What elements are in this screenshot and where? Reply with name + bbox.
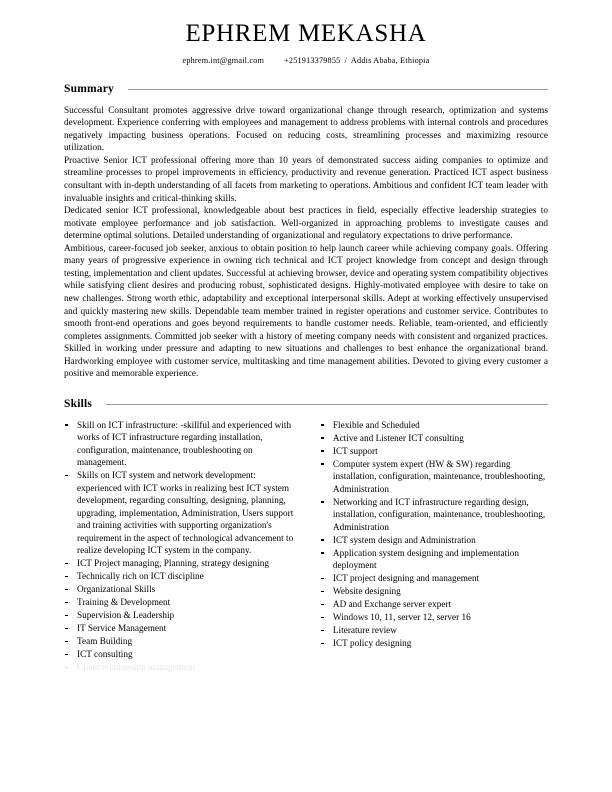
skills-list-left xyxy=(64,419,296,674)
list-item: Computer system expert (HW & SW) regarding installation, configuration, maintenance, troubleshooting, Administration xyxy=(320,458,548,496)
summary-section-header xyxy=(64,83,548,95)
list-item: Flexible and Scheduled xyxy=(320,419,548,432)
list-item: Team Building xyxy=(64,635,296,648)
list-item: IT Service Management xyxy=(64,622,296,635)
list-item: AD and Exchange server expert xyxy=(320,598,548,611)
list-item: ICT Project managing, Planning, strategy designing xyxy=(64,557,296,570)
list-item-cutoff: Client relationship management xyxy=(64,661,296,674)
skills-column-right xyxy=(306,419,548,651)
list-item: ICT project designing and management xyxy=(320,572,548,585)
skills-section-title: Skills xyxy=(64,397,93,410)
list-item: ICT policy designing xyxy=(320,637,548,650)
skills-list-right xyxy=(320,419,548,650)
list-item: Active and Listener ICT consulting xyxy=(320,432,548,445)
candidate-name: EPHREM MEKASHA xyxy=(185,20,427,47)
skills-column-left xyxy=(64,419,306,675)
summary-paragraph: Proactive Senior ICT professional offering more than 10 years of demonstrated success aiding companies to optimize and streamline processes to propel improvements in efficiency, productivity and revenue generation. Practiced ICT aspect business consultant with in-depth understanding of all facets from marketing to operations. Ambitious and confident ICT team leader with invaluable insights and critical-thinking skills. xyxy=(64,154,548,203)
list-item: Literature review xyxy=(320,624,548,637)
contact-separator: / xyxy=(344,55,347,65)
list-item: Application system designing and implementation deployment xyxy=(320,547,548,572)
contact-email: ephrem.int@gmail.com xyxy=(182,55,265,65)
list-item: Skill on ICT infrastructure: -skillful and experienced with works of ICT infrastructure regarding installation, configuration, maintenance, troubleshooting on management. xyxy=(64,419,296,469)
summary-paragraph: Dedicated senior ICT professional, knowledgeable about best practices in field, especially effective leadership strategies to motivate employee performance and job satisfaction. Well-organized in approaching problems to investigate causes and determine optimal solutions. Detailed understanding of organizational and regulatory expectations to drive performance. xyxy=(64,205,548,241)
summary-section-title: Summary xyxy=(64,82,114,95)
list-item: Networking and ICT infrastructure regarding design, installation, configuration, maintenance, troubleshooting, Administration xyxy=(320,496,548,534)
list-item: Organizational Skills xyxy=(64,583,296,596)
skills-section-header xyxy=(64,398,548,410)
skills-section-body xyxy=(64,419,548,675)
summary-header-rule xyxy=(128,89,548,90)
list-item: ICT system design and Administration xyxy=(320,534,548,547)
contact-location: Addis Ababa, Ethiopia xyxy=(350,55,430,65)
skills-header-rule xyxy=(106,404,548,405)
summary-section-body xyxy=(64,104,548,380)
list-item: Technically rich on ICT discipline xyxy=(64,570,296,583)
list-item: Supervision & Leadership xyxy=(64,609,296,622)
summary-paragraph: Successful Consultant promotes aggressive drive toward organizational change through research, optimization and systems development. Experience conferring with employees and management to address problems with internal controls and procedures negatively impacting business operations. Focused on reducing costs, streamlining processes and maximizing resource utilization. xyxy=(64,104,548,153)
contact-line xyxy=(64,56,548,65)
list-item: Training & Development xyxy=(64,596,296,609)
list-item: ICT consulting xyxy=(64,648,296,661)
contact-phone: +251913379855 xyxy=(284,55,341,65)
list-item: ICT support xyxy=(320,445,548,458)
list-item: Website designing xyxy=(320,585,548,598)
list-item: Skills on ICT system and network development: experienced with ICT works in realizing best ICT system development, regarding consulting, designing, planning, upgrading, implementation, Administration, Users support and training activities with supporting organization's requirement in the aspect of technological advancement to realize developing ICT system in the company. xyxy=(64,469,296,557)
summary-paragraph: Ambitious, career-focused job seeker, anxious to obtain position to help launch career while achieving company goals. Offering many years of progressive experience in owning rich technical and ICT project knowledge from concept and design through testing, implementation and client updates. Successful at achieving browser, device and operating system compatibility objectives while satisfying client desires and producing robust, sophisticated designs. Highly-motivated employee with desire to take on new challenges. Strong worth ethic, adaptability and exceptional interpersonal skills. Adept at working effectively unsupervised and quickly mastering new skills. Dependable team member trained in register operations and customer service. Contributes to smooth front-end operations and goes beyond requirements to handle customer needs. Reliable, team-oriented, and efficiently completes assignments. Committed job seeker with a history of meeting company needs with consistent and organized practices. Skilled in working under pressure and adapting to new situations and challenges to best enhance the organizational brand. Hardworking employee with customer service, multitasking and time management abilities. Devoted to giving every customer a positive and memorable experience. xyxy=(64,242,548,379)
list-item: Windows 10, 11, server 12, server 16 xyxy=(320,611,548,624)
